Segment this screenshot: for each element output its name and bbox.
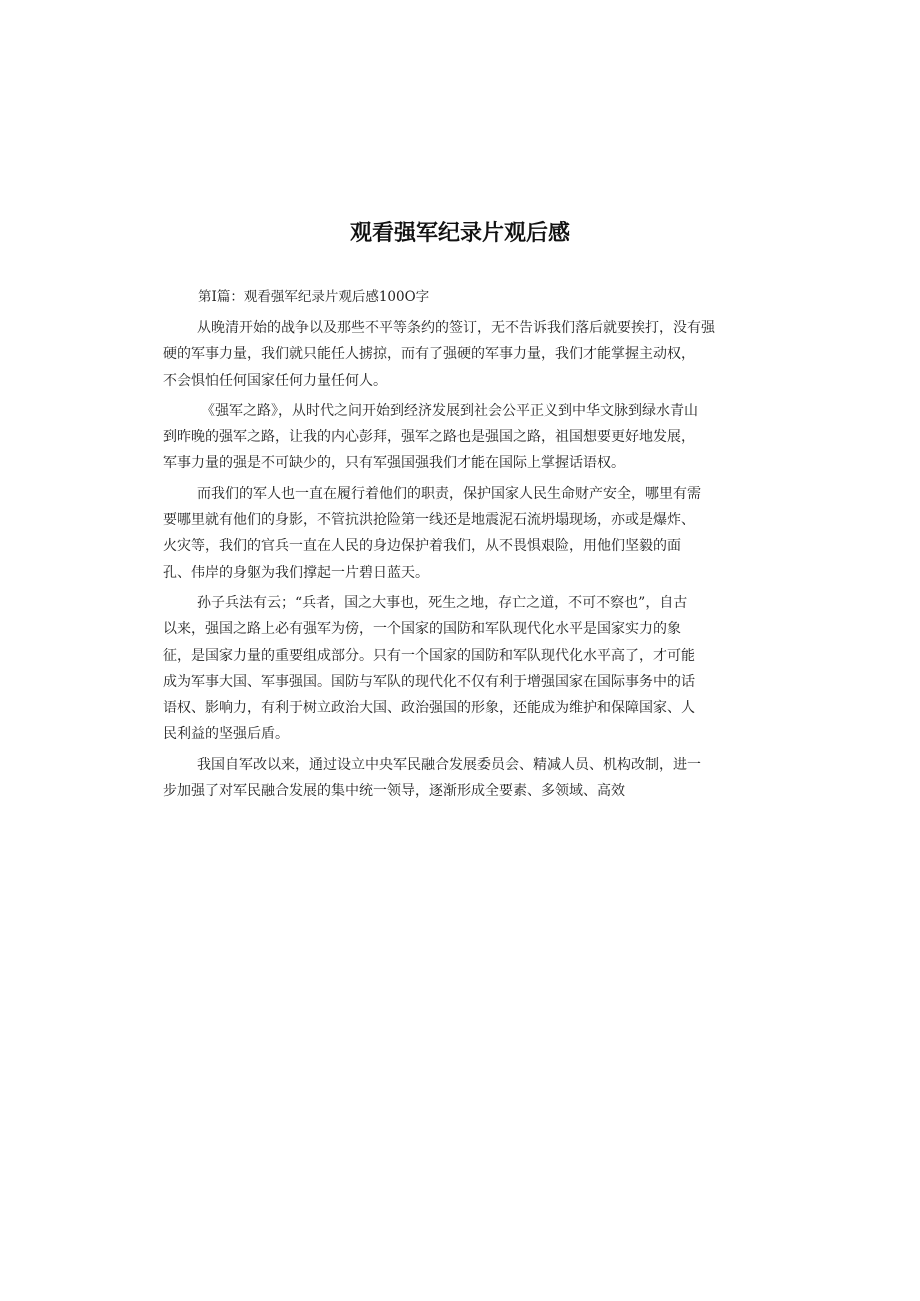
paragraph-4 [163,590,763,748]
paragraph-2 [163,398,763,477]
paragraph-line: 成为军事大国、军事强国。国防与军队的现代化不仅有利于增强国家在国际事务中的话 [163,673,695,690]
paragraph-line: 以来，强国之路上必有强军为傍，一个国家的国防和军队现代化水平是国家实力的象 [163,621,681,638]
paragraph-line: 不会惧怕任何国家任何力量任何人。 [163,372,387,389]
paragraph-line: 民利益的坚强后盾。 [163,726,289,743]
paragraph-line: 军事力量的强是不可缺少的，只有军强国强我们才能在国际上掌握话语权。 [163,455,625,472]
paragraph-line: 火灾等，我们的官兵一直在人民的身边保护着我们，从不畏惧艰险，用他们坚毅的面 [163,538,681,555]
paragraph-line: 硬的军事力量，我们就只能任人掳掠，而有了强硬的军事力量，我们才能掌握主动权， [163,346,695,363]
paragraph-1 [163,315,763,394]
paragraph-line: 到昨晚的强军之路，让我的内心彭拜，强军之路也是强国之路，祖国想要更好地发展， [163,429,695,446]
paragraph-line: 我国自军改以来，通过设立中央军民融合发展委员会、精减人员、机构改制，进一 [197,756,701,773]
paragraph-line: 从晚清开始的战争以及那些不平等条约的签订，无不告诉我们落后就要挨打，没有强 [197,320,715,336]
paragraph-5 [163,752,763,805]
paragraph-line: 征，是国家力量的重要组成部分。只有一个国家的国防和军队现代化水平高了，才可能 [163,647,695,664]
paragraph-line: 孙子兵法有云；“兵者，国之大事也，死生之地，存亡之道，不可不察也”，自古 [197,594,688,611]
document-title: 观看强军纪录片观后感 [349,221,570,246]
paragraph-line: 而我们的军人也一直在履行着他们的职责，保护国家人民生命财产安全，哪里有需 [197,485,701,502]
paragraph-line: 《强军之路》，从时代之问开始到经济发展到社会公平正义到中华文脉到绿水青山 [201,402,698,419]
document-body [163,284,763,808]
document-subtitle: 第Ⅰ篇：观看强军纪录片观后感100O字 [198,289,430,305]
paragraph-line: 语权、影响力，有利于树立政治大国、政治强国的形象，还能成为维护和保障国家、人 [163,700,695,717]
paragraph-line: 步加强了对军民融合发展的集中统一领导，逐渐形成全要素、多领域、高效 [163,783,625,800]
paragraph-line: 要哪里就有他们的身影，不管抗洪抢险第一线还是地震泥石流坍塌现场，亦或是爆炸、 [163,512,695,529]
paragraph-line: 孔、伟岸的身躯为我们撑起一片碧日蓝天。 [163,564,429,581]
paragraph-3 [163,481,763,586]
